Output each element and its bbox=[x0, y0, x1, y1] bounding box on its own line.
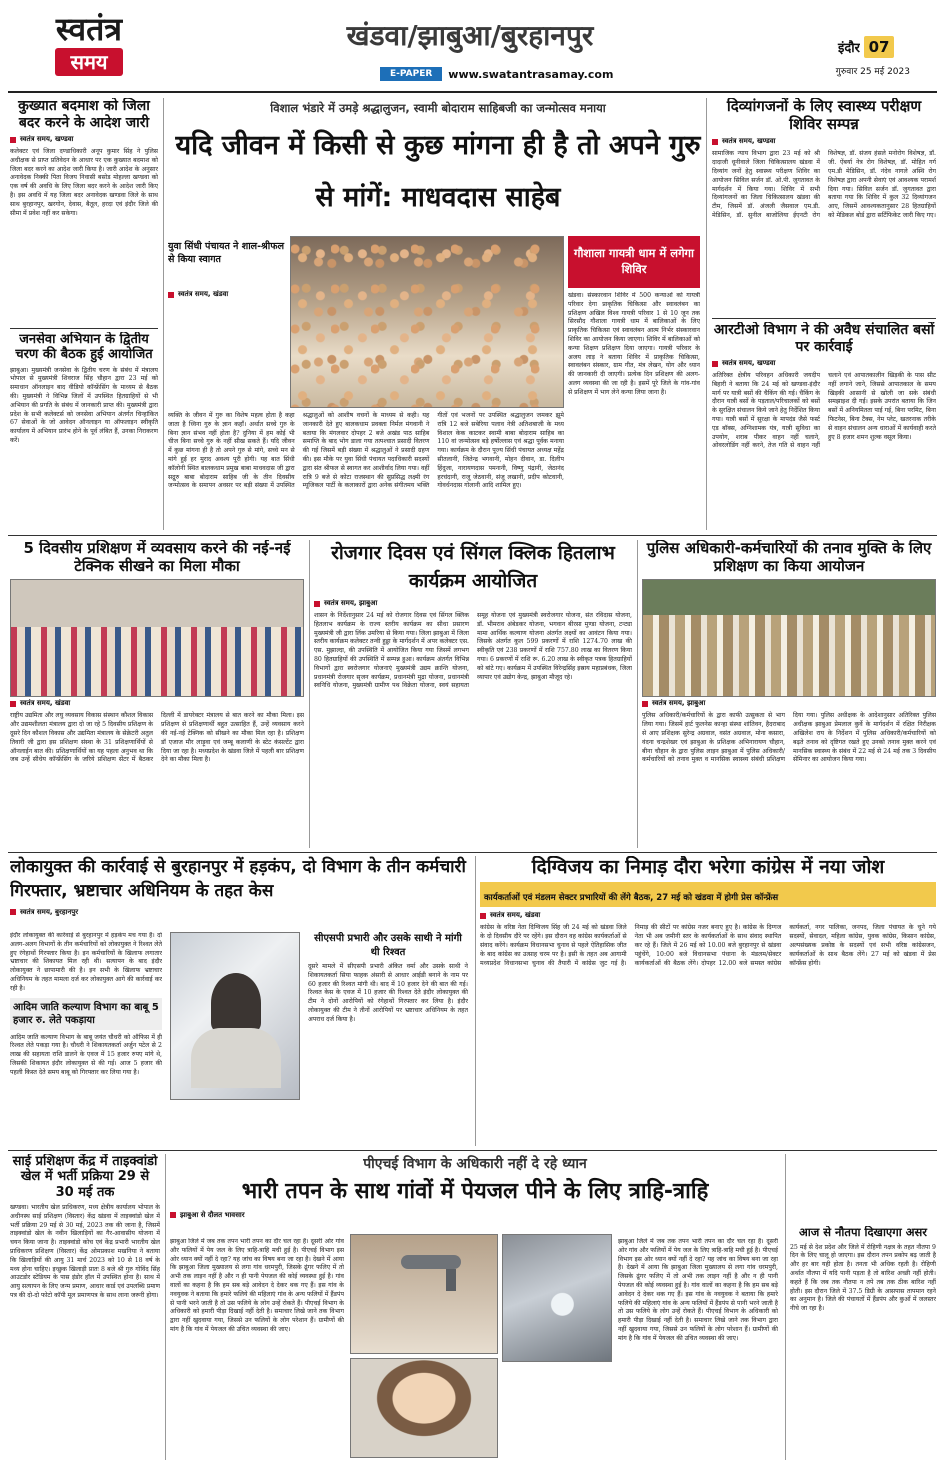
kicker: पीएचई विभाग के अधिकारी नहीं दे रहे ध्यान bbox=[363, 1156, 587, 1172]
headline: आज से नौतपा दिखाएगा असर bbox=[798, 1226, 928, 1239]
col1-article-2 bbox=[10, 332, 158, 528]
headline: 5 दिवसीय प्रशिक्षण में व्यवसाय करने की नई-नई टेक्निक सीखने का मिला मौका bbox=[23, 540, 291, 575]
headline: दिव्यांगजनों के लिए स्वास्थ्य परीक्षण शिविर सम्पन्न bbox=[726, 98, 922, 133]
headline: भारी तपन के साथ गांवों में पेयजल पीने के लिए त्राहि-त्राहि bbox=[241, 1179, 709, 1204]
column-divider bbox=[165, 1154, 166, 1460]
banner bbox=[480, 882, 936, 907]
article-body: पुलिस अधिकारी/कर्मचारियों के द्वारा काफी उत्सुकता से भाग लिया गया। जिसमें हार्ट फुलनेस कान्हा संस्था शांतिवन, हैदराबाद से आए प्रशिक्षक सुरेन्द्र अग्रवाल, वसंत अग्रवाल, मोना कसारा, वंदना चन्द्रशेखर एवं झाबुआ के प्रशिक्षक अभिनारायण चौहान, बीना चौहान के द्वारा पुलिस लाइन झाबुआ में पुलिस अधिकारी/कर्मचारियों को तनाव मुक्त व मानसिक स्वास्थ्य संबंधी प्रशिक्षण दिया गया। पुलिस अधीक्षक के आदेशानुसार अतिरिक्त पुलिस अधीक्षक झाबुआ प्रेमलाल कुर्वे के मार्गदर्शन में रक्षित निरीक्षक अखिलेश राय के निर्देशन में पुलिस अधिकारी/कर्मचारियों को बढ़ते तनाव को दृष्टिगत रखते हुए उनको तनाव मुक्त करने एवं मानसिक स्वास्थ्य के संबंध में 22 मई से 24 मई तक 3 दिवसीय सेमिनार का आयोजन किया गया। bbox=[642, 712, 936, 764]
article-body: झाबुआ। मुख्यमंत्री जनसेवा के द्वितीय चरण के संबंध में मंत्रालय भोपाल से मुख्यमंत्री शिवराज सिंह चौहान द्वारा 23 मई को समाधान ऑनलाइन बाद वीडियो कॉन्फ्रेंसिंग के माध्यम से बैठक की। मुख्यमंत्री ने विभिन्न जिलों में उपस्थित हितग्राहियों से भी अभियान की प्रगति के संबंध में जानकारी प्राप्त की। मुख्यमंत्री द्वारा प्रदेश के सभी कलेक्टर्स को जनसेवा अभियान अंतर्गत चिन्हांकित 67 सेवाओं के जो आवेदन ऑनलाइन या ऑफलाइन स्वीकृति कार्यालय में अभियान प्रारंभ होने के पूर्व लंबित हैं, उनका निराकरण करें। bbox=[10, 366, 158, 445]
article-photo-mug bbox=[350, 1358, 498, 1458]
section-divider bbox=[8, 852, 937, 853]
byline-marker-icon bbox=[10, 909, 16, 915]
byline: स्वतंत्र समय, खण्डवा bbox=[10, 135, 158, 144]
row3-article-2 bbox=[480, 856, 936, 1146]
byline-marker-icon bbox=[480, 913, 486, 919]
subheading: सीएसपी प्रभारी और उसके साथी ने मांगी थी रिश्वत bbox=[314, 933, 462, 958]
byline-marker-icon bbox=[10, 137, 16, 143]
logo-bottom-text: समय bbox=[70, 50, 108, 74]
col4-article-1 bbox=[712, 98, 936, 314]
byline: स्वतंत्र समय, झाबुआ bbox=[314, 599, 632, 608]
article-body-left: झाबुआ जिले में जब तक तपन भारी तपन का दौर चल रहा है। दूसरी ओर गांव और फलियों में पेय जल के लिए त्राहि-त्राहि मची हुई है। पीएचई विभाग इस ओर ध्यान क्यों नहीं दे रहा? यह जांच का विषय बना जा रहा है। देखने में आया कि झाबुआ जिला मुख्यालय से लगा गांव धरमपुरी, जिसके ढूंगर फलिए में तो अभी तक लाइन नहीं है और न ही पानी पेयजल की कोई व्यवस्था हुई है। गांव वालों का कहना है कि हम सब बड़े आवेदन दे देकर थक गए हैं। इस गांव के नवयुवक ने बताया कि हमारे फलिये की महिलाएं गांव के अन्य फलियों में हैंडपंप से पानी भरने जाती है तो उस फलिये के लोग उन्हें रोकते हैं। पीएचई विभाग के अधिकारी को हमारी पीड़ा दिखाई नहीं देती है। समाचार लिखे जाने तक विभाग द्वारा नहीं खुदवाया गया, जिससे उन फलियों के लोग परेशान हैं। ग्रामीणों की मांग है कि गांव में पेयजल की उचित व्यवस्था की जाए। bbox=[170, 1238, 344, 1333]
article-photo bbox=[10, 579, 304, 697]
left-subcolumn bbox=[10, 932, 162, 1146]
headline: लोकायुक्त की कार्रवाई से बुरहानपुर में हड़कंप, दो विभाग के तीन कर्मचारी गिरफ्तार, भ्रष्टाचार अधिनियम के तहत केस bbox=[10, 857, 466, 901]
top-story-byline: स्वतंत्र समय, खंडवा bbox=[168, 288, 286, 302]
top-story-headline: यदि जीवन में किसी से कुछ मांगना ही है तो अपने गुरु से मांगें: माधवदास साहेब bbox=[175, 130, 701, 213]
article-body: राष्ट्रीय उद्यमिता और लघु व्यवसाय विकास संस्थान कौशल विकास और उद्यमशीलता मंत्रालय द्वारा दो जा रहे 5 दिवसीय प्रशिक्षण के दूसरे दिन कौशल विकास और उद्यमिता मंत्रालय के सेक्रेटरी अतुल तिवारी जी द्वारा इस प्रशिक्षण संस्था के 31 प्रशिक्षणार्थियों से ऑनलाईन बात की। प्रशिक्षणार्थियों का यह पहला अनुभव था कि जब उन्हें सीधेय कॉन्फ्रेंसिंग के जरिये प्रशिक्षण सेंटर में बैठकर दिल्ली में डायरेक्टर मंत्रालय से बात करने का मौका मिला। इस प्रशिक्षण से प्रशिक्षणार्थी बहुत उत्साहित हैं, उन्हें व्यवसाय करने की नई-नई टेक्निक को सीखने का मौका मिल रहा है। प्रशिक्षण डॉ एजाज मौर लाड़ूवा एवं जम्बू कलाणी के स्टेट कंसल्टेंट द्वारा दिया जा रहा है। मध्यप्रदेश के खंडवा जिले में पहली बार प्रशिक्षण देने का मौका मिला है। bbox=[10, 712, 304, 764]
article-photo-tap bbox=[350, 1234, 498, 1354]
subheading-body: दूसरे मामले में सीएसपी प्रभारी अंकित वर्मा और उसके साथी ने शिकायतकर्ता सिया फाहक अंसारी से आधार आईडी बनाने के नाम पर 60 हजार की रिश्वत मांगी थी। बाद में 10 हजार देने की बात की गई। रिश्वत केस के एवज में 10 हजार की रिश्वत देते इंदौर लोकायुक्त की टीम ने दोनों आरोपियों को रंगेहाथों गिरफ्तार कर लिया है। इंदौर लोकायुक्त की टीम ने तीनों आरोपियों पर भ्रष्टाचार अधिनियम के तहत अपराध दर्ज किया है। bbox=[308, 963, 468, 1023]
byline-marker-icon bbox=[314, 601, 320, 607]
issue-date: गुरुवार 25 मई 2023 bbox=[835, 67, 910, 77]
top-story-sub: युवा सिंधी पंचायत ने शाल-श्रीफल से किया स्वागत bbox=[168, 241, 285, 266]
city-label: इंदौर bbox=[838, 41, 860, 56]
article-body: खण्डवा। भारतीय खेल प्राधिकरण, मध्य क्षेत्रीय कार्यालय भोपाल के अधीनस्थ साई प्रशिक्षण (विस्तार) केंद्र खंडवा में ताइक्वांडो खेल में भर्ती प्रक्रिया 29 मई से 30 मई, 2023 तक की जाना है, जिसमें ताइक्वांडो खेल के नवीन खिलाड़ियों का गैर-आवासीय योजना में चयन किया जाना है। ताइक्वांडो कोच एवं केंद्र प्रभारी भारतीय खेल प्राधिकरण प्रशिक्षण (विस्तार) केंद्र ओमप्रकाश मखनिया ने बताया कि खिलाड़ियों की आयु 31 मार्च 2023 को 10 से 18 वर्ष के मध्य होना चाहिए। इच्छुक खिलाड़ी प्रातः 8 बजे श्री गुरु गोविंद सिंह आउटडोर स्टेडियम के पास इंडोर हॉल में उपस्थित होना है। साथ में आयु सत्यापन के लिए जन्म प्रमाण, आधार कार्ड एवं उपलब्धि प्रमाण पत्र की दो-दो फोटो कॉपी मूल प्रमाणपत्र के साथ लाना जरूरी होगा। bbox=[10, 1203, 160, 1299]
byline: स्वतंत्र समय, खंडवा bbox=[10, 699, 304, 708]
tap-spout bbox=[401, 1255, 461, 1269]
column-divider bbox=[637, 540, 638, 848]
logo-bottom-badge bbox=[55, 48, 123, 76]
article-photo bbox=[642, 579, 936, 697]
headline: दिग्विजय का निमाड़ दौरा भरेगा कांग्रेस में नया जोश bbox=[531, 856, 885, 878]
masthead-divider bbox=[8, 91, 937, 93]
col1-article-1 bbox=[10, 98, 158, 338]
byline-marker-icon bbox=[10, 701, 16, 707]
article-body: इंदौर लोकायुक्त की कार्रवाई से बुरहानपुर में हड़कंप मच गया है। दो अलग-अलग विभागों के तीन कर्मचारियों को लोकायुक्त ने रिश्वत लेते हुए रंगेहाथों गिरफ्तार किया है। इन कर्मचारियों के खिलाफ लगातार भ्रष्टाचार की शिकायत मिल रही थी। सत्यापन के बाद इंदौर लोकायुक्त ने छापामारी की है। इन सभी के खिलाफ भ्रष्टाचार अधिनियम के तहत मामला दर्ज कर लोकायुक्त आगे की कार्रवाई कर रही है। bbox=[10, 932, 162, 992]
article-body: कलेक्टर एवं जिला दण्डाधिकारी अनूप कुमार सिंह ने पुलिस अधीक्षक से प्राप्त प्रतिवेदन के आधार पर एक कुख्यात बदमाश को जिला बदर करने का आदेश जारी किया है। जारी आदेश के अनुसार अनावेदक निक्की पिता विजय निवासी बसोड मोहल्ला खण्डवा को एक वर्ष की अवधि के लिए जिला बदर करने के आदेश जारी किए है। इस अवधि में यह जिला बदर अनावेदक खण्डवा जिले के साथ साथ बुरहानपुर, खरगोन, देवास, बैतूल, हरदा एवं इंदौर जिले की सीमा में प्रवेश नहीं कर सकेगा। bbox=[10, 148, 158, 217]
article-body: 25 मई से देश प्रदेश और जिले में रोहिणी नक्षत्र के तहत नौतपा 9 दिन के लिए चालू हो जाएगा। इस दौरान तपन प्रकोप बढ़ जाती है और हर बार यही होता है। तनता भी अधिक रहती है। रोहिणी अर्थात नौतपा में यदि पानी पड़ता है तो बारिश अच्छी नहीं होती। कहते हैं कि जब तक नौतपा न तपे तब तक ठीक बारिश नहीं होती। इस दौरान जिले में 37.5 डिग्री के आसपास तापमान रहने का अनुमान है। जिले की पंचायतों में हैंडपंप और कुओं में जलस्तर नीचे जा रहा है। bbox=[790, 1243, 936, 1313]
masthead bbox=[0, 0, 945, 92]
gaushala-headline-box bbox=[568, 236, 700, 288]
row3-article-1 bbox=[10, 856, 470, 1146]
headline: आरटीओ विभाग ने की अवैध संचालित बसों पर कार्रवाई bbox=[713, 322, 935, 355]
subheading-body: आदिम जाति कल्याण विभाग के बाबू जयंत चौधरी को ऑफिस में ही रिश्वत लेते पकड़ा गया है। चौधरी ने शिकायतकर्ता अर्जुन पटेल से 2 लाख की सहायता राशि डालने के एवज में 15 हजार रुपए मांगे थे, जिसकी शिकायत इंदौर लोकायुक्त से की गई। आज 5 हजार की पहली किस्त देते समय बाबू को गिरफ्तार कर लिया गया है। bbox=[10, 1033, 162, 1076]
banner-text: कार्यकर्ताओं एवं मंडलम सेक्टर प्रभारियों की लेंगे बैठक, 27 मई को खंडवा में होगी प्रेस कॉन्फ्रेंस bbox=[484, 893, 779, 904]
col4-article-2 bbox=[712, 322, 936, 530]
row2-article-2 bbox=[314, 540, 632, 848]
logo bbox=[14, 10, 164, 84]
logo-top-text: स्वतंत्र bbox=[55, 10, 123, 48]
row2-article-1 bbox=[10, 540, 304, 848]
article-body-right: झाबुआ जिले में जब तक तपन भारी तपन का दौर चल रहा है। दूसरी ओर गांव और फलियों में पेय जल के लिए त्राहि-त्राहि मची हुई है। पीएचई विभाग इस ओर ध्यान क्यों नहीं दे रहा? यह जांच का विषय बना जा रहा है। देखने में आया कि झाबुआ जिला मुख्यालय से लगा गांव धरमपुरी, जिसके ढूंगर फलिए में तो अभी तक लाइन नहीं है और न ही पानी पेयजल की कोई व्यवस्था हुई है। गांव वालों का कहना है कि हम सब बड़े आवेदन दे देकर थक गए हैं। इस गांव के नवयुवक ने बताया कि हमारे फलिये की महिलाएं गांव के अन्य फलियों में हैंडपंप से पानी भरने जाती है तो उस फलिये के लोग उन्हें रोकते हैं। पीएचई विभाग के अधिकारी को हमारी पीड़ा दिखाई नहीं देती है। समाचार लिखे जाने तक विभाग द्वारा नहीं खुदवाया गया, जिससे उन फलियों के लोग परेशान हैं। ग्रामीणों की मांग है कि गांव में पेयजल की उचित व्यवस्था की जाए। bbox=[618, 1238, 778, 1342]
divider bbox=[712, 318, 936, 319]
top-story-body: व्यक्ति के जीवन में गुरु का विशेष महत्व होता है कहा जाता है ध्विना गुरु के ज्ञान कहाँ। अर्थात सच्चे गुरु के बिना ज्ञान संभव नहीं होता है? दुनिया में हम कोई भी चीज बिना सच्चे गुरु के नहीं सीख सकते हैं। यदि जीवन में कुछ मांगना ही है तो अपने गुरु से मांगे, सच्चे मन से मांगे हुई हर मुराद अवश्य पूरी होगी। यह बात सिंधी कॉलोनी स्थित बालकधाम प्रमुख बाबा माधवदास जी द्वारा सद्गुरु बाबा बोदाराम साहिब जी के तीन दिवसीय जन्मोत्सव के समापन अवसर पर बड़ी संख्या में उपस्थित श्रद्धालुओं को आशीष वचनों के माध्यम से कही। यह जानकारी देते हुए बालकधाम प्रवक्ता निर्मल मंगवानी ने बताया कि मंगलवार दोपहर 2 बजे अखंड पाठ साहिब समाप्ति के बाद भोग डाला गया तत्पश्चात प्रसादी वितरण की गई जिसमें बड़ी संख्या में श्रद्धालुओं ने प्रसादी ग्रहण की। इस मौके पर युवा सिंधी पंचायत पदाधिकारी सदस्यों द्वारा संत श्रीफल से स्वागत कर आशीर्वाद लिया गया। वहीं रात्रि 9 बजे से कोटा राजस्थान की सुप्रसिद्ध लक्ष्मी रंग म्यूजिकल पार्टी के कलाकारों द्वारा अनेक संगीतमय भक्ति गीतों एवं भजनों पर उपस्थित श्रद्धालुजन जमकर झूमे रात्रि 12 बजे सबेरिया पलाव नेत्री अतिशबाजी के मध्य विशाल केक काटकर स्वामी बाबा बोदाराम साहिब का 110 वां जन्मोत्सव बड़े हर्षोल्लास एवं श्रद्धा पूर्वक मनाया गया। कार्यक्रम के दौरान पूज्य सिंधी पंचायत अध्यक्ष महेंद्र सीतलानी, जितेन्द्र भगवानी, मोहन दीवान, डा. दिलीप हिंदुजा, नारायणदास पमनानी, विष्णु पंद्रानी, जेठानंद हरचंदानी, राजू जेठवानी, संजू लखानी, प्रदीप कोटवानी, गोवर्धनदास गोलानी आदि शामिल हुए। bbox=[168, 412, 564, 490]
column-divider bbox=[309, 540, 310, 848]
row4-article-1 bbox=[10, 1154, 160, 1460]
section-divider bbox=[8, 1150, 937, 1151]
byline: स्वतंत्र समय, खण्डवा bbox=[712, 137, 936, 146]
byline-marker-icon bbox=[168, 292, 174, 298]
gaushala-body: खंडवा। संस्कारवान शिविर में 500 कन्याओं को गायत्री परिवार देगा प्राकृतिक चिकित्सा और स्वावलंबन का प्रशिक्षण अखिल विश्व गायत्री परिवार 1 से 10 जून तक सिरसौद गौशाला गायत्री धाम में बालिकाओं के लिए प्राकृतिक चिकित्सा एवं स्वावलंबन आत्म निर्भर संस्कारवान शिविर का आयोजन किया जाएगा। शिविर में बालिकाओं को कन्या शिक्षण प्रशिक्षण दिया जाएगा। गायत्री परिवार के अजय लाड़ ने बताया शिविर में प्राकृतिक चिकित्सा, स्वावलंबन संस्कार, ग्राम गीत, मंत्र लेखन, योग और ध्यान की जानकारी दी जाएगी। प्रत्येक दिन प्रशिक्षण की अलग-अलग व्यवस्था की जा रही है। इसमें पूरे जिले के गांव-गांव से प्रशिक्षण में भाग लेने कन्या लिया जाना है। bbox=[568, 292, 700, 396]
column-divider bbox=[475, 856, 476, 1146]
edition-title: खंडवा/झाबुआ/बुरहानपुर bbox=[346, 19, 594, 52]
website-url[interactable]: www.swatantrasamay.com bbox=[448, 67, 614, 81]
row2-article-3 bbox=[642, 540, 936, 848]
byline: झाबुआ से दौलत भावसार bbox=[170, 1211, 780, 1220]
section-divider bbox=[8, 535, 937, 536]
article-body: कांग्रेस के वरिष्ठ नेता दिग्विजय सिंह जी 24 मई को खंडवा जिले के दो दिवसीय दौरे पर रहेंगे। इस दौरान वह कांग्रेस कार्यकर्ताओं से संवाद करेंगे। कार्यक्रम विधानसभा चुनाव से पहले ऐतिहासिक जीत के बाद कांग्रेस का उत्साह चरम पर है। इसी के तहत अब आगामी मध्यप्रदेश विधानसभा चुनाव की तैयारी में कांग्रेस जुट गई है। निमाड़ की सीटों पर कांग्रेस नजर बनाए हुए है। कांग्रेस के दिग्गज नेता भी अब जमीनी स्तर के कार्यकर्ताओं के साथ संवाद स्थापित कर रहे हैं। जिले में 26 मई को 10.00 बजे बुरहानपुर से खंडवा पहुंचेंगे, 10:00 बजे विधानसभा पंधाना के मंडलम/सेक्टर कार्यकर्ताओं की बैठक लेंगे। दोपहर 12.00 बजे समस्त कांग्रेस कार्यकर्ता, नगर पालिका, जनपद, जिला पंचायत के चुने गये सदस्यों, सेवादल, महिला कांग्रेस, युवक कांग्रेस, किसान कांग्रेस, अल्पसंख्यक प्रकोष्ठ के सदस्यों एवं सभी वरिष्ठ कांग्रेसजन, कार्यकर्ताओं के साथ बैठक लेंगे। 27 मई को खंडवा में प्रेस कॉन्फ्रेंस होगी। bbox=[480, 924, 936, 967]
column-divider bbox=[706, 98, 707, 530]
byline-marker-icon bbox=[712, 139, 718, 145]
byline: स्वतंत्र समय, खण्डवा bbox=[712, 359, 936, 368]
epaper-bar bbox=[380, 66, 780, 82]
byline: स्वतंत्र समय, झाबुआ bbox=[642, 699, 936, 708]
column-divider bbox=[785, 1154, 786, 1460]
row4-article-3 bbox=[790, 1226, 936, 1460]
headline: गौशाला गायत्री धाम में लगेगा शिविर bbox=[573, 246, 695, 276]
article-body: शासन के निर्देशानुसार 24 मई को रोजगार दिवस एवं सिंगल क्लिक हितलाभ कार्यक्रम के राज्य स्तरीय कार्यक्रम का सीधा प्रसारण मुख्यमंत्री जी द्वारा लिंक उमरिया से किया गया। जिला झाबुआ में जिला स्तरीय कार्यक्रम कलेक्टर तन्वी हुड्डा के मार्गदर्शन में अपर कलेक्टर एस. एस. मुझाल्दा, की उपस्थिति में आयोजित किया गया जिसमें लगभग 80 हितग्राहियों की उपस्थिति में सम्पन्न हुआ। कार्यक्रम अंतर्गत विभिन्न विभागों द्वारा स्वरोजगार योजनाएं मुख्यमंत्री उद्यम क्रान्ति योजना, प्रधानमंत्री रोजगार सृजन कार्यक्रम, प्रधानमंत्री मुद्रा योजना, प्रधानमंत्री स्वनिधि योजना, मुख्यमंत्री ग्रामीण पथ विक्रेता योजना, स्वयं सहायता समूह योजना एवं मुख्यमंत्री स्वरोजगार योजना, संत रविदास योजना, डॉ. भीमराव अंबेडकर योजना, भगवान बीरसा मुण्डा योजना, टन्ट्या मामा आर्थिक कल्याण योजना अंतर्गत लक्ष्यों का आवंटन किया गया। जिसके अंतर्गत कुल 599 प्रकरणों में राशि 1274.70 लाख की स्वीकृति एवं 238 प्रकरणों में राशि 757.80 लाख का वितरण किया गया। 6 प्रकरणों में राशि रू. 6.20 लाख के स्वीकृत पत्रक हितग्राहियों को बांटे गए। कार्यक्रम में उपस्थित विरेन्द्रसिंह इस्राय महाप्रबंधक, जिला व्यापार एवं उद्योग केन्द्र, झाबुआ मौजूद रहे। bbox=[314, 612, 632, 690]
headline: जनसेवा अभियान के द्वितीय चरण की बैठक हुई आयोजित bbox=[15, 332, 153, 363]
byline-marker-icon bbox=[642, 701, 648, 707]
headline: रोजगार दिवस एवं सिंगल क्लिक हितलाभ कार्यक्रम आयोजित bbox=[331, 542, 615, 592]
article-photo bbox=[170, 932, 300, 1100]
divider bbox=[10, 328, 158, 329]
byline: स्वतंत्र समय, बुरहानपुर bbox=[10, 908, 470, 917]
person-silhouette bbox=[211, 973, 261, 1033]
row4-article-2 bbox=[170, 1154, 780, 1460]
right-subcolumn bbox=[308, 932, 468, 1146]
article-body: अतिरिक्त क्षेत्रीय परिवहन अधिकारी जयदीप बिहारी ने बताया कि 24 मई को खण्डवा-इंदौर मार्ग पर यात्री बसों की चैकिंग की गई। चैकिंग के दौरान यात्री बसों के पड़ताल/परिचालकों को बसों के सुरक्षित संचालन किये जाने हेतु निर्देशित किया गया। यात्री बसों में सुरक्षा के मापदंड जैसे फर्स्ट एड बॉक्स, अग्निशामक यंत्र, यात्री सुविधा का उपयोग, शराब पीकर वाहन नहीं चलाने, ओवरलोडिंग नहीं करने, तेज गति से वाहन नहीं चलाने एवं आपातकालीन खिड़की के पास सीट नहीं लगाने जाने, जिससे आपातकाल के समय खिड़की आसानी से खोली जा सके संबंधी समझाइश दी गई। इसके उपरांत बताया कि जिन बसों में अनियमितता पाई गई, बिना परमिट, बिना फिटनेस, बिना टैक्स, नेम प्लेट, खतरनाक तरीके से वाहन संचालन अन्य धाराओं में कार्यवाही करते हुए 8 हजार शमन शुल्क वसूल किया। bbox=[712, 372, 936, 450]
byline: स्वतंत्र समय, खंडवा bbox=[480, 911, 936, 920]
subheading: आदिम जाति कल्याण विभाग का बाबू 5 हजार रु. लेते पकड़ाया bbox=[10, 998, 162, 1030]
page-number: 07 bbox=[864, 36, 894, 58]
headline: साई प्रशिक्षण केंद्र में ताइक्वांडो खेल में भर्ती प्रक्रिया 29 से 30 मई तक bbox=[12, 1154, 158, 1200]
headline: कुख्यात बदमाश को जिला बदर करने के आदेश जारी bbox=[18, 98, 150, 131]
headline: पुलिस अधिकारी-कर्मचारियों की तनाव मुक्ति के लिए प्रशिक्षण का किया आयोजन bbox=[646, 540, 932, 575]
epaper-label: E-PAPER bbox=[380, 67, 442, 81]
article-body: सामाजिक न्याय विभाग द्वारा 23 मई को श्री दादाजी धूनीवाले जिला चिकित्सालय खंडवा में दिव्यांग जनों हेतु स्वास्थ्य परीक्षण शिविर का आयोजन सिविल सर्जन डॉ. ओ.पी. जुगतावत के मार्गदर्शन में किया गया। शिविर में सभी दिव्यांगजनों का जिला चिकित्सालय खंडवा की टीम, जिसमें डॉ. अंजली जैसवाल एम.डी. मेडिसिन, डॉ. सुनील बाजोलिया ईएनटी रोग विशेषज्ञ, डॉ. संजय हंसले मनोरोग विशेषज्ञ, डॉ. जी. ऐंबर्या नेत्र रोग विशेषज्ञ, डॉ. मोहित गर्ग एम.डी मेडिसिन, डॉ. नंदेव नागले अस्थि रोग विशेषज्ञ द्वारा अपनी सेवाएं एवं आवश्यक परामर्श दिया गया। सिविल सर्जन डॉ. जुगतावत द्वारा बताया गया कि शिविर में कुल 32 दिव्यांगजन आए, जिसमें आवश्यकतानुसार 28 हितग्राहियों को मेडिकल बोर्ड द्वारा सर्टिफिकेट जारी किए गए। bbox=[712, 150, 936, 219]
article-photo-water bbox=[502, 1234, 612, 1362]
top-story-kicker: विशाल भंडारे में उमड़े श्रद्धालुजन, स्वामी बोदाराम साहिबजी का जन्मोत्सव मनाया bbox=[270, 101, 606, 115]
column-divider bbox=[163, 98, 164, 530]
byline-marker-icon bbox=[170, 1212, 176, 1218]
byline-marker-icon bbox=[712, 361, 718, 367]
